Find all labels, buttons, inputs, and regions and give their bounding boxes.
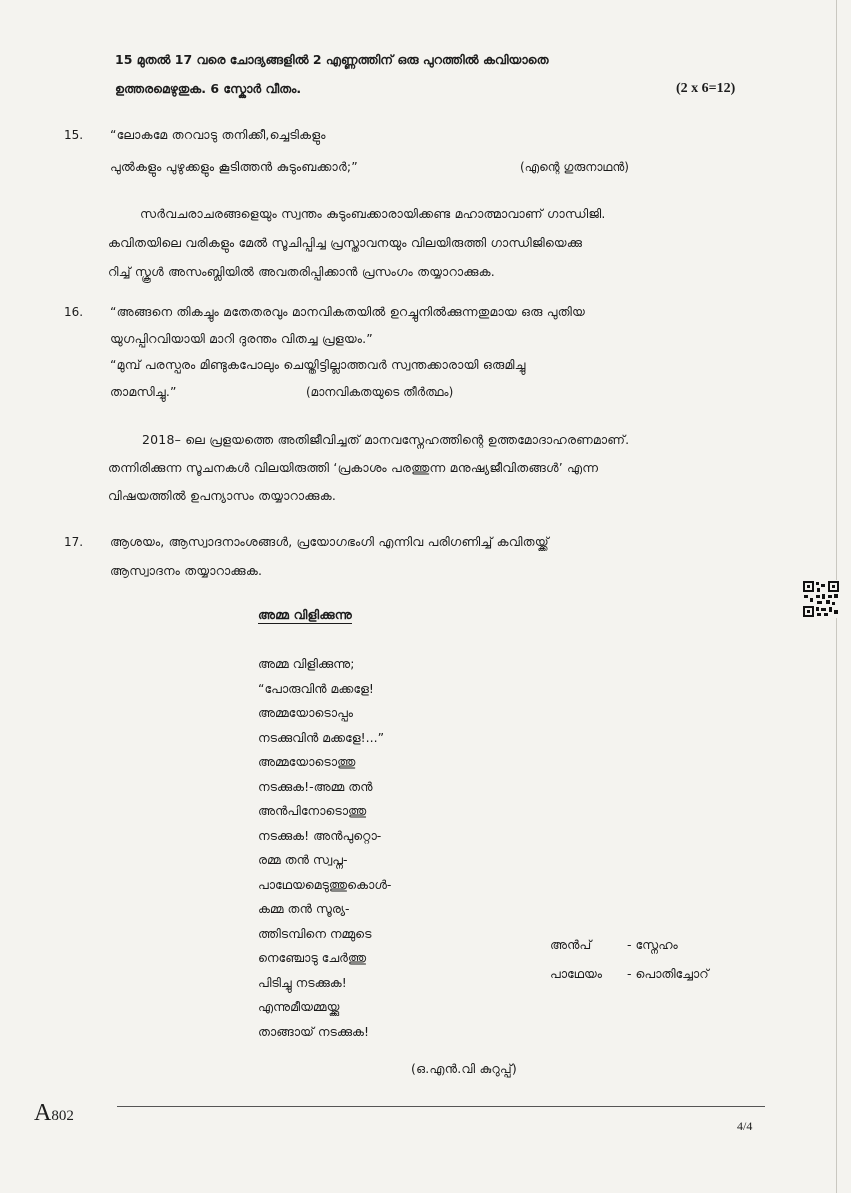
poem-title: അമ്മ വിളിക്കുന്നു xyxy=(258,607,352,622)
code-number: 802 xyxy=(51,1108,74,1124)
poem-line: രമ്മ തൻ സ്വപ്ന- xyxy=(258,852,348,867)
footer-divider xyxy=(117,1106,765,1107)
instruction-line-1: 15 മുതൽ 17 വരെ ചോദ്യങ്ങളിൽ 2 എണ്ണത്തിന് ഒരു പുറത്തിൽ കവിയാതെ xyxy=(115,52,549,67)
q16-quote2-line-2: താമസിച്ചു.” xyxy=(110,384,177,399)
code-letter: A xyxy=(34,1100,52,1126)
poem-line: പിടിച്ചു നടക്കുക! xyxy=(258,974,347,990)
instruction-line-2: ഉത്തരമെഴുതുക. 6 സ്കോർ വീതം. xyxy=(115,81,302,96)
q16-paragraph-line-2: തന്നിരിക്കുന്ന സൂചനകൾ വിലയിരുത്തി ‘പ്രകാശം പരത്തുന്ന മനുഷ്യജീവിതങ്ങൾ’ എന്ന xyxy=(108,460,599,475)
poem-line: അമ്മയോടൊപ്പം xyxy=(258,705,353,720)
q15-paragraph-line-1: സർവചരാചരങ്ങളെയും സ്വന്തം കുടുംബക്കാരായിക്കണ്ട മഹാത്മാവാണ് ഗാന്ധിജി. xyxy=(140,206,606,221)
q17-line-2: ആസ്വാദനം തയ്യാറാക്കുക. xyxy=(110,563,263,578)
page-number: 4/4 xyxy=(737,1119,753,1133)
q16-quote1-line-2: യുഗപ്പിറവിയായി മാറി ദുരന്തം വിതച്ച പ്രളയം.” xyxy=(110,331,373,346)
q15-paragraph-line-3: റിച്ച് സ്കൂൾ അസംബ്ലിയിൽ അവതരിപ്പിക്കാൻ പ്രസംഗം തയ്യാറാക്കുക. xyxy=(108,264,495,279)
poem-line: താങ്ങായ് നടക്കുക! xyxy=(258,1023,369,1039)
glossary-term-1: അൻപ് xyxy=(550,937,592,952)
poem-line: അമ്മ വിളിക്കുന്നു; xyxy=(258,656,355,671)
q17-line-1: ആശയം, ആസ്വാദനാംശങ്ങൾ, പ്രയോഗഭംഗി എന്നിവ പരിഗണിച്ച് കവിതയ്ക്ക് xyxy=(110,534,549,549)
question-number-15: 15. xyxy=(64,128,84,142)
q16-quote1-line-1: “അങ്ങനെ തികച്ചും മതേതരവും മാനവികതയിൽ ഉറച്ചുനിൽക്കുന്നതുമായ ഒരു പുതിയ xyxy=(110,304,585,319)
poem-line: എന്നുമീയമ്മയ്ക്കു xyxy=(258,999,340,1014)
question-paper-code xyxy=(34,1100,74,1127)
question-number-17: 17. xyxy=(64,535,84,549)
glossary-meaning-1: - സ്നേഹം xyxy=(627,937,678,952)
poem-lines xyxy=(258,652,391,1044)
poem-line: “പോരുവിൻ മക്കളേ! xyxy=(258,680,374,696)
q16-source: (മാനവികതയുടെ തീർത്ഥം) xyxy=(306,385,454,399)
q15-quote-line-1: “ലോകമേ തറവാടു തനിക്കീ,ച്ചെടികളും xyxy=(110,127,326,142)
poem-line: ത്തിടമ്പിനെ നമ്മുടെ xyxy=(258,925,372,941)
poem-line: നടക്കുക!-അമ്മ തൻ xyxy=(258,778,373,794)
q16-paragraph-line-3: വിഷയത്തിൽ ഉപന്യാസം തയ്യാറാക്കുക. xyxy=(108,488,336,503)
q16-quote2-line-1: “മുമ്പ് പരസ്പരം മിണ്ടുകപോലും ചെയ്തിട്ടില്ലാത്തവർ സ്വന്തക്കാരായി ഒരുമിച്ചു xyxy=(110,357,526,372)
poem-author: (ഒ.എൻ.വി കുറുപ്പ്) xyxy=(411,1061,517,1076)
poem-line: നടക്കുക! അൻപുറ്റൊ- xyxy=(258,827,382,843)
poem-line: അൻപിനോടൊത്തു xyxy=(258,803,367,818)
poem-line: കമ്മ തൻ സൂര്യ- xyxy=(258,901,350,916)
q15-source: (എന്റെ ഗുരുനാഥൻ) xyxy=(520,160,629,174)
poem-line: നെഞ്ചോടു ചേർത്തു xyxy=(258,950,367,965)
qr-code-icon xyxy=(802,580,840,618)
glossary-term-2: പാഥേയം xyxy=(550,966,603,981)
q16-paragraph-line-1: 2018– ലെ പ്രളയത്തെ അതിജീവിച്ചത് മാനവസ്നേഹത്തിന്റെ ഉത്തമോദാഹരണമാണ്. xyxy=(142,432,630,447)
poem-line: പാഥേയമെടുത്തുകൊൾ- xyxy=(258,876,392,892)
q15-paragraph-line-2: കവിതയിലെ വരികളും മേൽ സൂചിപ്പിച്ച പ്രസ്താവനയും വിലയിരുത്തി ഗാന്ധിജിയെക്കു xyxy=(108,235,583,250)
poem-line: നടക്കുവിൻ മക്കളേ!...” xyxy=(258,729,385,745)
glossary-meaning-2: - പൊതിച്ചോറ് xyxy=(627,966,709,981)
score-label: (2 x 6=12) xyxy=(676,81,736,96)
q15-quote-line-2: പുൽകളും പുഴുക്കളും കൂടിത്തൻ കുടുംബക്കാർ;” xyxy=(110,159,358,174)
poem-line: അമ്മയോടൊത്തു xyxy=(258,754,356,769)
question-number-16: 16. xyxy=(64,305,84,319)
